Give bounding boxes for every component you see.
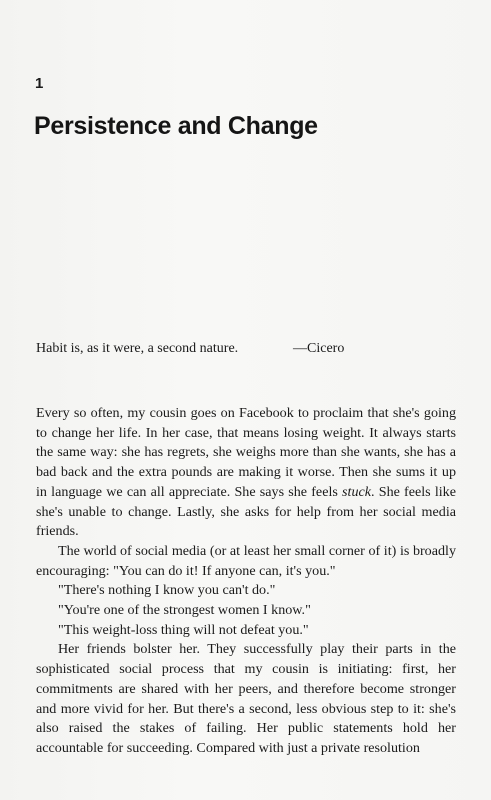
paragraph: The world of social media (or at least her small corner of it) is broadly encouraging: "You can do it! If anyone can, it's you." — [36, 542, 456, 579]
emphasis-text: stuck — [342, 483, 372, 500]
chapter-title: Persistence and Change — [34, 112, 318, 140]
quote-line: "You're one of the strongest women I know." — [58, 602, 311, 619]
epigraph-attribution: —Cicero — [293, 341, 345, 356]
quote-line: "There's nothing I know you can't do." — [58, 582, 276, 599]
paragraph-text: Every so often, my cousin goes on Facebook to proclaim that she's going to change her life. In her case, that means losing weight. It always starts the same way: she has regrets, she weighs more than she wants, she has a bad back and the extra pounds are making it worse. Then she sums it up in language we can all appreciate. She says she feels — [36, 405, 456, 500]
paragraph: Her friends bolster her. They successfully play their parts in the sophisticated social process that my cousin is initiating: first, her commitments are shared with her peers, and therefore become stronger and more vivid for her. But there's a second, less obvious step to it: she's also raised the stakes of failing. Her public statements hold her accountable for succeeding. Compared with just a private resolution — [36, 641, 456, 756]
paragraph — [36, 404, 456, 542]
epigraph-quote: Habit is, as it were, a second nature. — [36, 341, 239, 356]
chapter-number: 1 — [35, 75, 44, 92]
body-text — [36, 404, 456, 759]
quote-line: "This weight-loss thing will not defeat you." — [58, 621, 309, 638]
paragraph-text: . She feels like she's unable to change. Lastly, she asks for help from her social media friends. — [36, 483, 456, 540]
